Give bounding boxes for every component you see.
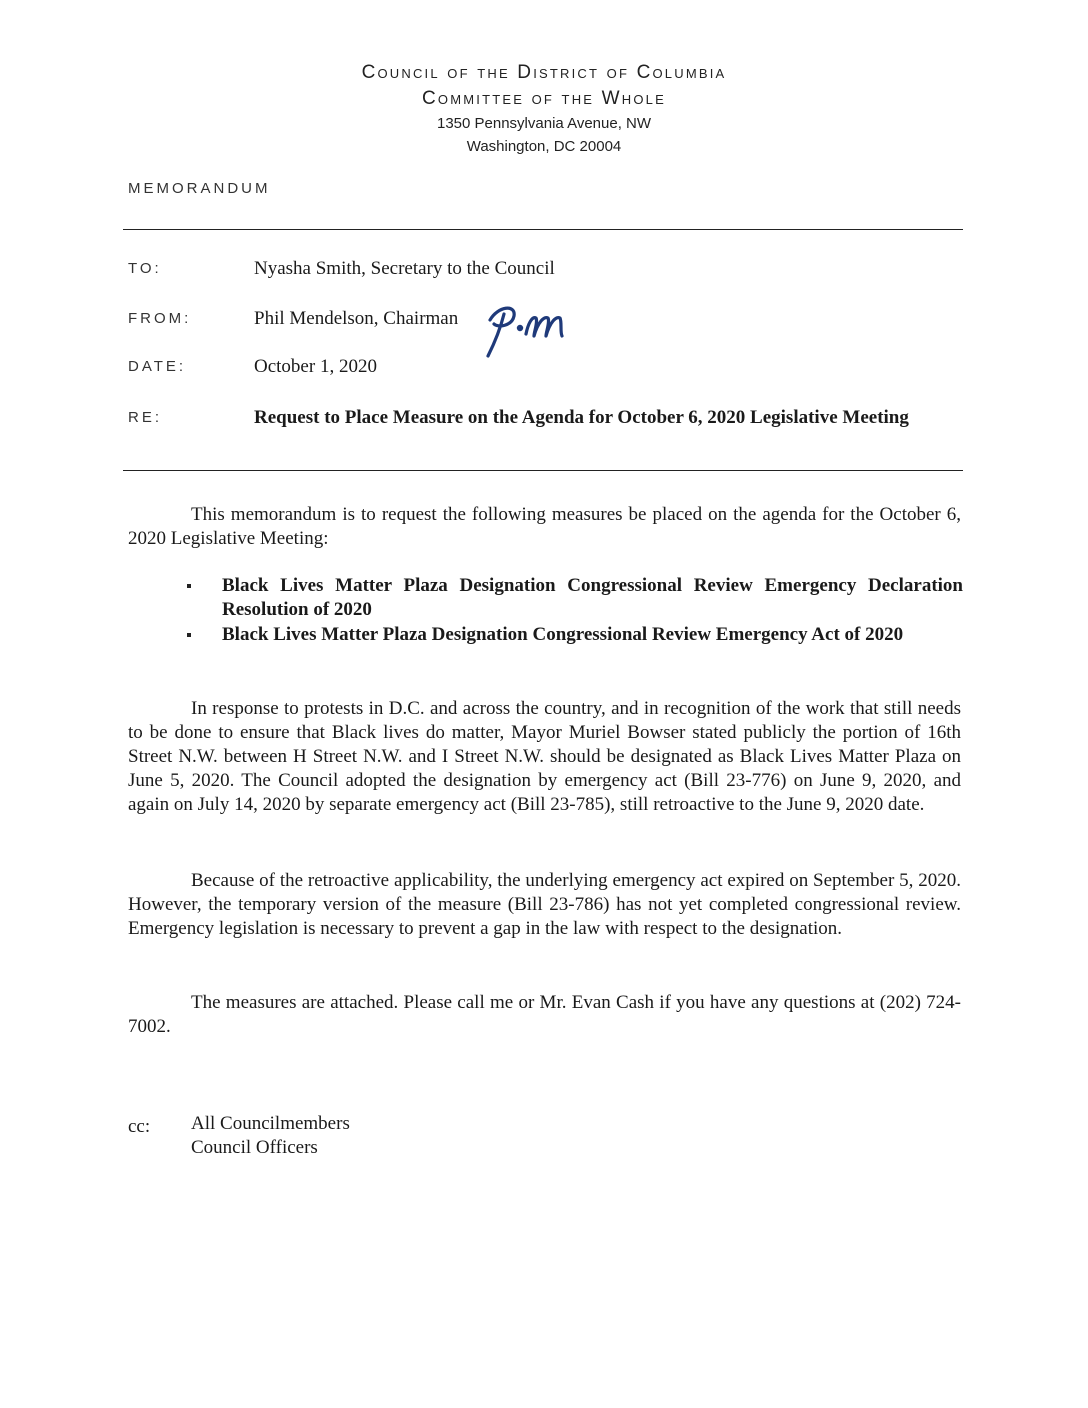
letterhead-address-line2: Washington, DC 20004	[466, 138, 622, 155]
memorandum-label: MEMORANDUM	[128, 180, 271, 197]
chairman-signature	[480, 298, 580, 360]
to-label: TO:	[128, 260, 162, 277]
measure-item	[185, 574, 963, 622]
measure-item	[185, 623, 963, 647]
to-value: Nyasha Smith, Secretary to the Council	[254, 258, 555, 279]
date-label: DATE:	[128, 358, 187, 375]
letterhead-committee: Committee of the Whole	[422, 88, 666, 109]
letterhead-org: Council of the District of Columbia	[361, 62, 727, 83]
date-value: October 1, 2020	[254, 356, 377, 377]
header-bottom-rule	[123, 470, 963, 471]
body-paragraph-3: The measures are attached. Please call me or Mr. Evan Cash if you have any questions at (202) 724-7002.	[128, 992, 961, 1037]
letterhead	[0, 60, 1088, 158]
bullet-icon	[187, 633, 191, 637]
measure-text: Black Lives Matter Plaza Designation Congressional Review Emergency Act of 2020	[222, 624, 904, 645]
measures-list	[185, 574, 963, 647]
re-value: Request to Place Measure on the Agenda for October 6, 2020 Legislative Meeting	[254, 407, 909, 428]
intro-paragraph: This memorandum is to request the following measures be placed on the agenda for the October 6, 2020 Legislative Meeting:	[128, 504, 961, 549]
letterhead-address-line1: 1350 Pennsylvania Avenue, NW	[436, 115, 652, 132]
body-paragraph-1: In response to protests in D.C. and across the country, and in recognition of the work that still needs to be done to ensure that Black lives do matter, Mayor Muriel Bowser stated publicly the portion of 16th Street N.W. between H Street N.W. and I Street N.W. should be designated as Black Lives Matter Plaza on June 5, 2020. The Council adopted the designation by emergency act (Bill 23-776) on June 9, 2020, and again on July 14, 2020 by separate emergency act (Bill 23-785), still retroactive to the June 9, 2020 date.	[128, 698, 961, 815]
cc-recipient: All Councilmembers	[191, 1113, 350, 1134]
re-label: RE:	[128, 409, 163, 426]
bullet-icon	[187, 584, 191, 588]
cc-recipient: Council Officers	[191, 1137, 318, 1158]
from-label: FROM:	[128, 310, 192, 327]
cc-label: cc:	[128, 1116, 151, 1137]
cc-recipients	[191, 1112, 350, 1160]
measure-text: Black Lives Matter Plaza Designation Congressional Review Emergency Declaration Resolution of 2020	[222, 575, 963, 620]
header-top-rule	[123, 229, 963, 230]
body-paragraph-2: Because of the retroactive applicability, the underlying emergency act expired on September 5, 2020. However, the temporary version of the measure (Bill 23-786) has not yet completed congressional review. Emergency legislation is necessary to prevent a gap in the law with respect to the designation.	[128, 870, 961, 939]
from-value: Phil Mendelson, Chairman	[254, 308, 459, 329]
